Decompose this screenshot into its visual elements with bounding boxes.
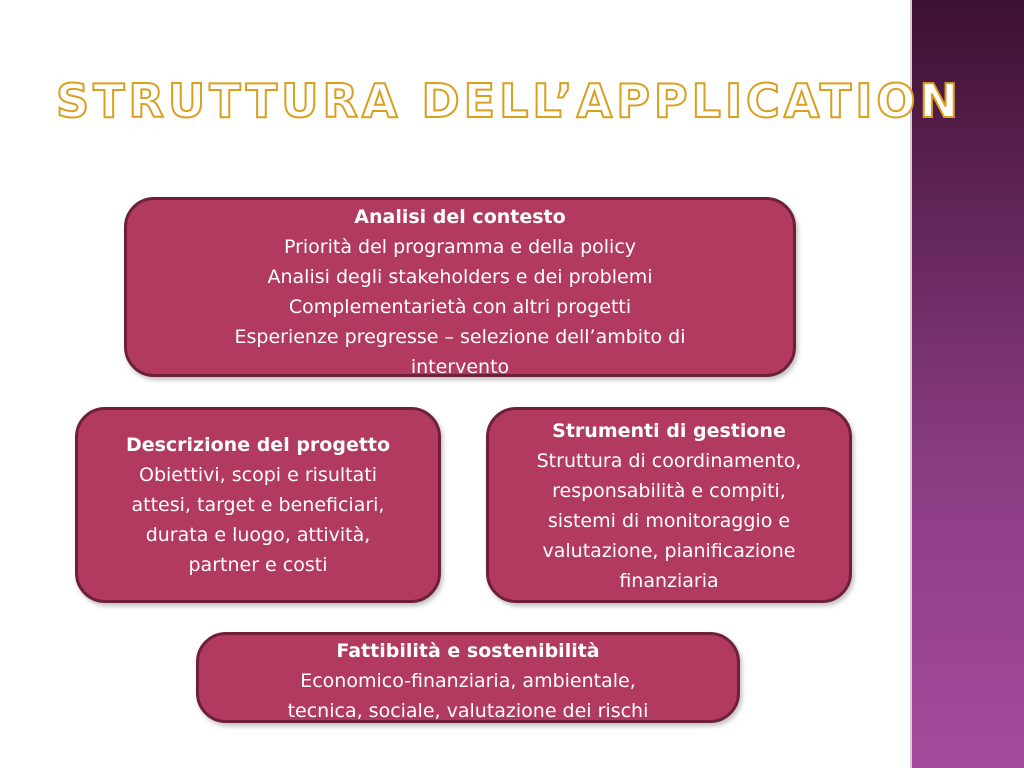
box-line: Obiettivi, scopi e risultati xyxy=(139,464,377,486)
box-line: tecnica, sociale, valutazione dei rischi xyxy=(287,700,649,722)
slide-title: STRUTTURA DELL’APPLICATION xyxy=(56,74,962,128)
box-line: intervento xyxy=(410,356,510,378)
box-strumenti-gestione xyxy=(486,407,852,603)
box-line: attesi, target e beneficiari, xyxy=(131,494,385,516)
box-descrizione-progetto xyxy=(75,407,441,603)
box-line: Struttura di coordinamento, xyxy=(536,450,802,472)
box-line: partner e costi xyxy=(188,554,328,576)
box-line: sistemi di monitoraggio e xyxy=(547,510,791,532)
box-fattibilita-sostenibilita xyxy=(196,632,740,723)
box-line: Esperienze pregresse – selezione dell’ambito di xyxy=(234,326,686,348)
box-line: Priorità del programma e della policy xyxy=(283,236,637,258)
box-heading: Descrizione del progetto xyxy=(125,434,391,456)
box-heading: Analisi del contesto xyxy=(354,206,566,228)
box-line: Economico-finanziaria, ambientale, xyxy=(300,670,636,692)
box-analisi-contesto xyxy=(124,197,796,377)
box-heading: Fattibilità e sostenibilità xyxy=(336,640,600,662)
box-line: responsabilità e compiti, xyxy=(552,480,786,502)
box-line: finanziaria xyxy=(619,570,719,592)
box-line: Complementarietà con altri progetti xyxy=(288,296,632,318)
box-line: valutazione, pianificazione xyxy=(542,540,796,562)
box-line: durata e luogo, attività, xyxy=(145,524,371,546)
box-heading: Strumenti di gestione xyxy=(552,420,786,442)
box-line: Analisi degli stakeholders e dei problemi xyxy=(267,266,653,288)
